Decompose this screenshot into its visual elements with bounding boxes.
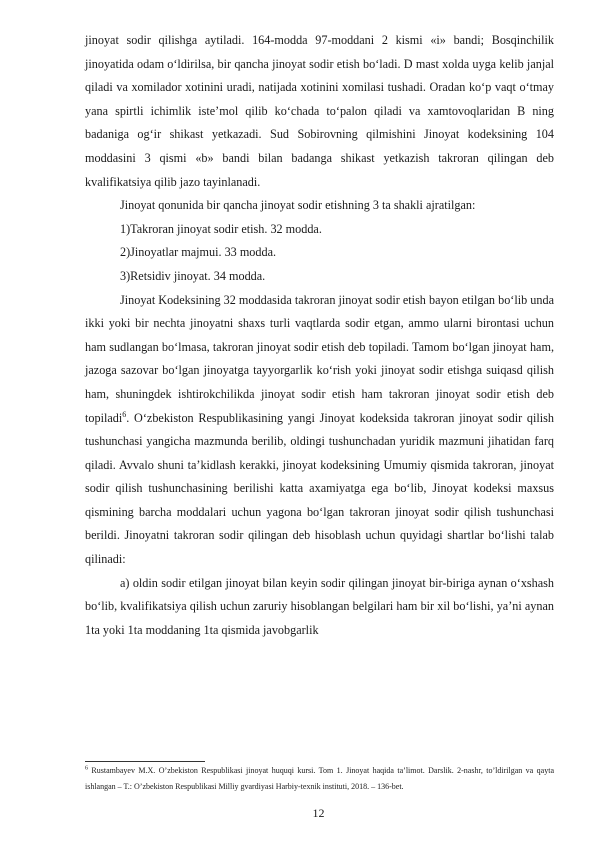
list-item-2: 2)Jinoyatlar majmui. 33 modda.	[120, 245, 277, 260]
paragraph-1: jinoyat sodir qilishga aytiladi. 164-modda 97-moddani 2 kismi «i» bandi; Bosqinchilik jinoyatida odam o‘ldirilsa, bir qancha jinoyat sodir etish bo‘ladi. D mast xolda uyga kelib janjal qiladi va xomilador xotinini uradi, natijada xotinini xomilasi tushadi. Oradan ko‘p vaqt o‘tmay yana spirtli ichimlik iste’mol qilib ko‘chada to‘palon qiladi va xamtovoqlaridan B ning badaniga og‘ir shikast yetkazadi. Sud Sobirovning qilmishini Jinoyat kodeksining 104 moddasini 3 qismi «b» bandi bilan badanga shikast yetkazish takroran qilingan deb kvalifikatsiya qilib jazo tayinlanadi.	[85, 33, 554, 189]
paragraph-takroran-continuation: . O‘zbekiston Respublikasining yangi Jinoyat kodeksida takroran jinoyat sodir qilish tushunchasi yangicha mazmunda berilib, oldingi tushunchadan yuridik mazmuni jihatidan farq qiladi. Avvalo shuni ta’kidlash kerakki, jinoyat kodeksining Umumiy qismida takroran, jinoyat sodir qilish tushunchasining berilishi katta axamiyatga ega bo‘lib, Jinoyat kodeksi maxsus qismining barcha moddalari uchun yagona bo‘lgan takroran jinoyat sodir qilish tushunchasi berildi. Jinoyatni takroran sodir qilingan deb hisoblash uchun quyidagi shartlar bo‘lishi talab qilinadi:	[85, 410, 554, 567]
paragraph-takroran-text: Jinoyat Kodeksining 32 moddasida takroran jinoyat sodir etish bayon etilgan bo‘lib unda ikki yoki bir nechta jinoyatni shaxs turli vaqtlarda sodir etgan, ammo ularni birontasi uchun ham sudlangan bo‘lmasa, takroran jinoyat sodir etish deb topiladi. Tamom bo‘lgan jinoyat ham, jazoga sazovar bo‘lgan jinoyatga tayyorgarlik ko‘rish yoki jinoyat sodir etishga suiqasd qilish ham, shuningdek ishtirokchilikda jinoyat sodir etish ham takroran jinoyat sodir etish deb topiladi	[85, 292, 554, 425]
page-number: 12	[312, 806, 325, 820]
paragraph-takroran	[85, 289, 554, 572]
footnote-text: Rustambayev M.X. O’zbekiston Respublikasi jinoyat huquqi kursi. Tom 1. Jinoyat haqida ta’limot. Darslik. 2-nashr, to’ldirilgan va qayta ishlangan – T.: O’zbekiston Respublikasi Milliy gvardiyasi Harbiy-texnik instituti, 2018. – 136-bet.	[85, 766, 554, 791]
footnote-reference[interactable]: 6	[122, 409, 127, 419]
page-body	[85, 29, 554, 642]
paragraph-condition-a: a) oldin sodir etilgan jinoyat bilan keyin sodir qilingan jinoyat bir-biriga aynan o‘xshash bo‘lib, kvalifikatsiya qilish uchun zaruriy hisoblangan belgilari ham bir xil bo‘lishi, ya’ni aynan 1ta yoki 1ta moddaning 1ta qismida javobgarlik	[85, 575, 554, 637]
list-item-1: 1)Takroran jinoyat sodir etish. 32 modda.	[120, 221, 322, 236]
footnote-separator	[85, 761, 205, 762]
list-item-3: 3)Retsidiv jinoyat. 34 modda.	[120, 268, 266, 283]
footnote	[85, 763, 554, 794]
footnote-marker: 6	[85, 765, 88, 772]
paragraph-2: Jinoyat qonunida bir qancha jinoyat sodir etishning 3 ta shakli ajratilgan:	[120, 198, 476, 213]
